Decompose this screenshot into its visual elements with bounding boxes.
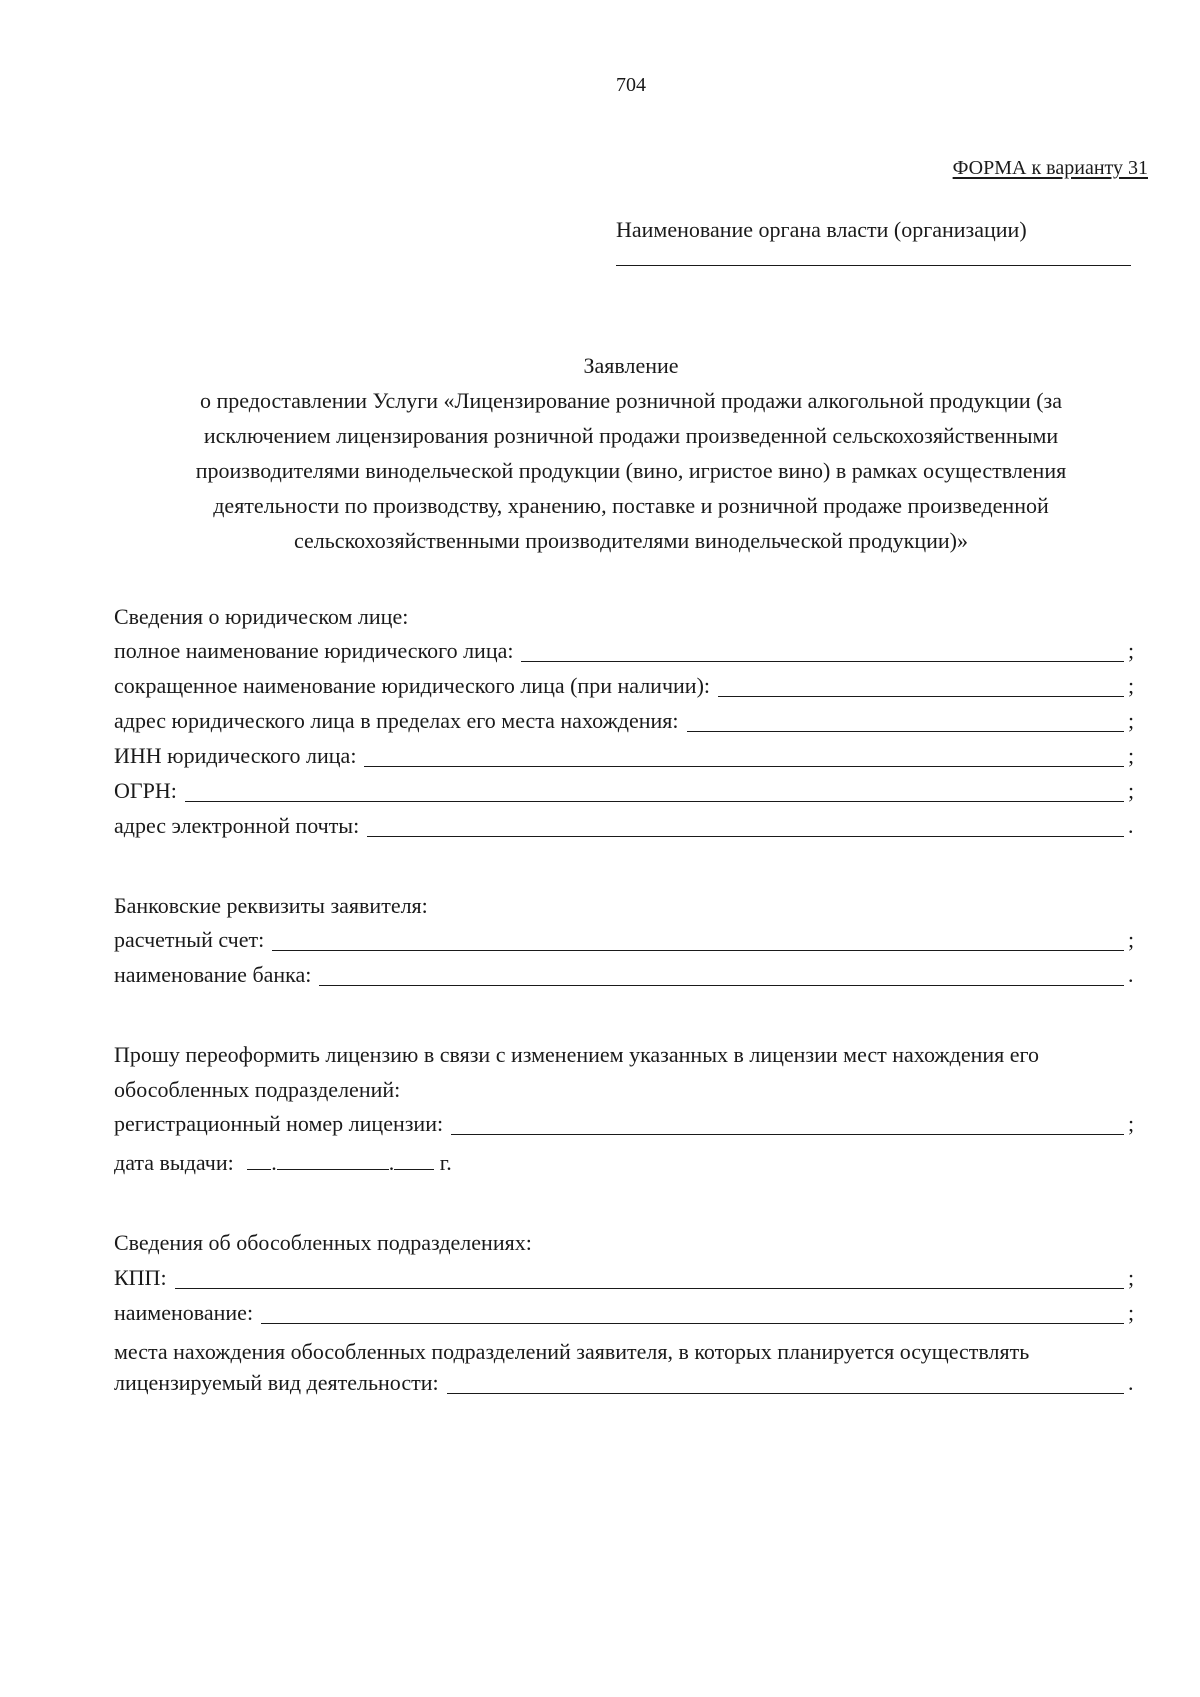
ogrn-row bbox=[114, 778, 1138, 808]
year-suffix: г. bbox=[439, 1150, 452, 1175]
form-reference: ФОРМА к варианту 31 bbox=[952, 157, 1148, 179]
title-line: деятельности по производству, хранению, поставке и розничной продаже произведенной bbox=[213, 493, 1049, 518]
field-end: . bbox=[1128, 962, 1134, 987]
field-label: адрес юридического лица в пределах его места нахождения: bbox=[114, 708, 679, 733]
bank-name-input-line[interactable] bbox=[319, 985, 1124, 986]
account-input-line[interactable] bbox=[272, 950, 1124, 951]
field-label: сокращенное наименование юридического лица (при наличии): bbox=[114, 673, 711, 698]
date-separator: . bbox=[388, 1150, 395, 1175]
field-end: ; bbox=[1128, 743, 1135, 768]
short-name-input-line[interactable] bbox=[718, 696, 1124, 697]
field-label: полное наименование юридического лица: bbox=[114, 638, 514, 663]
page-number: 704 bbox=[616, 74, 646, 96]
field-end: ; bbox=[1128, 778, 1135, 803]
request-line: обособленных подразделений: bbox=[114, 1077, 401, 1102]
authority-field-line[interactable] bbox=[616, 265, 1131, 266]
license-number-input-line[interactable] bbox=[451, 1134, 1124, 1135]
authority-label: Наименование органа власти (организации) bbox=[616, 217, 1027, 242]
bank-heading: Банковские реквизиты заявителя: bbox=[114, 893, 428, 918]
title-heading: Заявление bbox=[583, 353, 679, 378]
subdivisions-heading: Сведения об обособленных подразделениях: bbox=[114, 1230, 532, 1255]
issue-month-input-line[interactable] bbox=[277, 1151, 389, 1170]
field-end: ; bbox=[1128, 638, 1135, 663]
ogrn-input-line[interactable] bbox=[185, 801, 1124, 802]
locations-row bbox=[114, 1370, 1138, 1400]
field-label: наименование: bbox=[114, 1300, 254, 1325]
inn-input-line[interactable] bbox=[364, 766, 1124, 767]
bank-name-row bbox=[114, 962, 1138, 992]
subdivision-name-row bbox=[114, 1300, 1138, 1330]
title-line: о предоставлении Услуги «Лицензирование розничной продажи алкогольной продукции (за bbox=[200, 388, 1062, 413]
field-end: ; bbox=[1128, 1300, 1135, 1325]
title-line: производителями винодельческой продукции (вино, игристое вино) в рамках осуществления bbox=[195, 458, 1067, 483]
title-line: сельскохозяйственными производителями винодельческой продукции)» bbox=[294, 528, 968, 553]
issue-date-row bbox=[114, 1150, 452, 1176]
field-label: регистрационный номер лицензии: bbox=[114, 1111, 444, 1136]
issue-year-input-line[interactable] bbox=[394, 1151, 434, 1170]
legal-entity-heading: Сведения о юридическом лице: bbox=[114, 604, 409, 629]
full-name-input-line[interactable] bbox=[521, 661, 1124, 662]
field-label: КПП: bbox=[114, 1265, 167, 1290]
field-label: расчетный счет: bbox=[114, 927, 265, 952]
field-label: адрес электронной почты: bbox=[114, 813, 360, 838]
kpp-row bbox=[114, 1265, 1138, 1295]
field-end: ; bbox=[1128, 673, 1135, 698]
request-line: Прошу переоформить лицензию в связи с изменением указанных в лицензии мест нахождения его bbox=[114, 1042, 1039, 1067]
field-label: ОГРН: bbox=[114, 778, 177, 803]
email-input-line[interactable] bbox=[367, 836, 1124, 837]
date-separator: . bbox=[271, 1150, 277, 1175]
field-end: ; bbox=[1128, 1111, 1135, 1136]
field-end: . bbox=[1128, 1370, 1134, 1395]
field-end: ; bbox=[1128, 927, 1135, 952]
field-label: лицензируемый вид деятельности: bbox=[114, 1370, 439, 1395]
email-row bbox=[114, 813, 1138, 843]
locations-line: места нахождения обособленных подразделений заявителя, в которых планируется осуществлять bbox=[114, 1339, 1030, 1364]
kpp-input-line[interactable] bbox=[175, 1288, 1124, 1289]
full-name-row bbox=[114, 638, 1138, 668]
account-row bbox=[114, 927, 1138, 957]
document-title bbox=[120, 348, 1142, 558]
address-row bbox=[114, 708, 1138, 738]
address-input-line[interactable] bbox=[687, 731, 1124, 732]
field-end: ; bbox=[1128, 1265, 1135, 1290]
issue-day-input-line[interactable] bbox=[247, 1151, 271, 1170]
field-end: ; bbox=[1128, 708, 1135, 733]
field-end: . bbox=[1128, 813, 1134, 838]
title-line: исключением лицензирования розничной продажи произведенной сельскохозяйственными bbox=[203, 423, 1059, 448]
locations-input-line[interactable] bbox=[447, 1393, 1124, 1394]
inn-row bbox=[114, 743, 1138, 773]
short-name-row bbox=[114, 673, 1138, 703]
field-label: дата выдачи: bbox=[114, 1150, 234, 1175]
field-label: наименование банка: bbox=[114, 962, 312, 987]
field-label: ИНН юридического лица: bbox=[114, 743, 357, 768]
license-number-row bbox=[114, 1111, 1138, 1141]
subdivision-name-input-line[interactable] bbox=[261, 1323, 1124, 1324]
